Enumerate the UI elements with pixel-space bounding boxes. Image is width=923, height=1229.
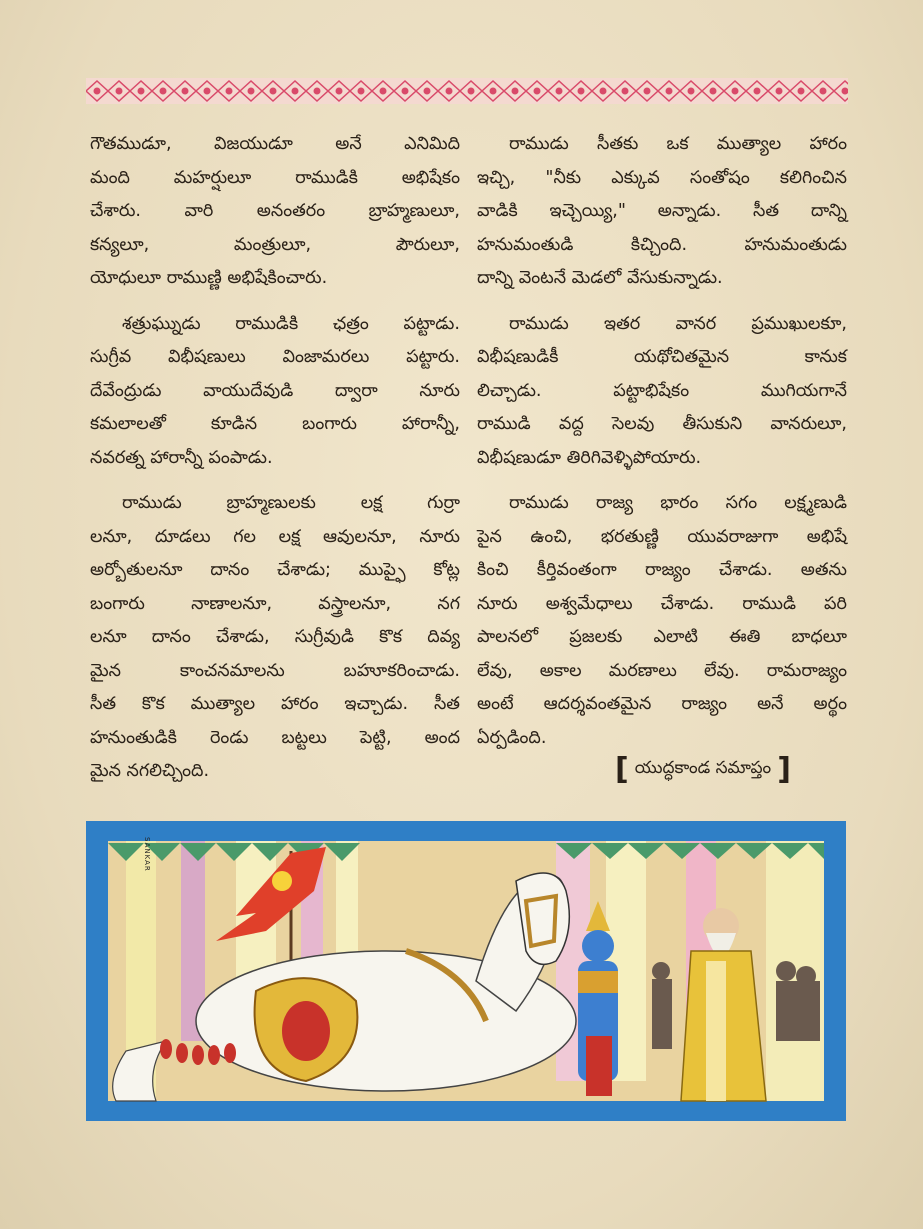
end-note-open-bracket: [ <box>615 752 629 787</box>
border-dot <box>556 88 563 95</box>
right_column-paragraph <box>477 128 847 296</box>
text-line: నవరత్న హారాన్నీ పంపాడు. <box>90 447 273 468</box>
text-line: విభీషణుడూ తిరిగివెళ్ళిపోయారు. <box>477 447 702 468</box>
text-line: లనూ దానం చేశాడు, సుగ్రీవుడి కొక దివ్య <box>90 627 460 647</box>
right_column-paragraph <box>477 308 847 476</box>
border-dot <box>160 88 167 95</box>
text-line: యోధులూ రాముణ్ణి అభిషేకించారు. <box>90 268 328 288</box>
text-line: ఇచ్చి, "నీకు ఎక్కువ సంతోషం కలిగించిన <box>477 167 847 188</box>
border-dot <box>490 88 497 95</box>
text-line: మైన కాంచనమాలను బహూకరించాడు. <box>90 660 460 681</box>
text-line: సీత కొక ముత్యాల హారం ఇచ్చాడు. సీత <box>90 694 460 714</box>
text-line: వాడికి ఇచ్చెయ్యి," అన్నాడు. సీత దాన్ని <box>477 201 847 221</box>
text-line: హనుమంతుడి కిచ్చింది. హనుమంతుడు <box>477 234 847 255</box>
end-note-text: యుద్ధకాండ సమాప్తం <box>634 757 772 778</box>
text-line: చేశారు. వారి అనంతరం బ్రాహ్మణులూ, <box>90 201 460 221</box>
text-line: మంది మహర్షులూ రాముడికి అభిషేకం <box>90 167 460 188</box>
text-line: సుగ్రీవ విభీషణులు వింజామరలు పట్టారు. <box>90 347 460 367</box>
text-line: రాముడు ఇతర వానర ప్రముఖులకూ, <box>509 313 847 334</box>
border-dot <box>314 88 321 95</box>
text-line: రాముడి వద్ద సెలవు తీసుకుని వానరులూ, <box>477 414 847 434</box>
decorative-border <box>86 78 848 104</box>
text-line: రాముడు రాజ్య భారం సగం లక్ష్మణుడి <box>509 493 847 513</box>
border-dot <box>666 88 673 95</box>
end-note-close-bracket: ] <box>777 752 791 787</box>
text-line: పాలనలో ప్రజలకు ఎలాటి ఈతి బాధలూ <box>477 627 847 647</box>
border-dot <box>754 88 761 95</box>
border-dot <box>116 88 123 95</box>
border-dot <box>688 88 695 95</box>
border-dot <box>424 88 431 95</box>
border-dot <box>534 88 541 95</box>
text-line: కన్యలూ, మంత్రులూ, పౌరులూ, <box>90 234 460 255</box>
border-dot <box>578 88 585 95</box>
border-dot <box>204 88 211 95</box>
border-dot <box>820 88 827 95</box>
text-line: రాముడు సీతకు ఒక ముత్యాల హారం <box>509 134 847 154</box>
right_column-paragraph <box>477 487 847 755</box>
text-line: లిచ్చాడు. పట్టాభిషేకం ముగియగానే <box>477 380 847 401</box>
text-line: లనూ, దూడలు గల లక్ష ఆవులనూ, నూరు <box>90 526 460 547</box>
border-dot <box>622 88 629 95</box>
text-line: బంగారు నాణాలనూ, వస్త్రాలనూ, నగ <box>90 593 460 614</box>
chapter-end-note <box>615 752 791 787</box>
right-column <box>477 128 847 767</box>
left_column-paragraph <box>90 128 460 296</box>
text-line: హనుంతుడికి రెండు బట్టలు పెట్టి, అంద <box>90 727 460 748</box>
text-line: విభీషణుడికీ యథోచితమైన కానుక <box>477 347 847 367</box>
border-dot <box>644 88 651 95</box>
border-dot <box>336 88 343 95</box>
text-line: పైన ఉంచి, భరతుణ్ణి యువరాజుగా అభిషే <box>477 526 847 547</box>
left_column-paragraph <box>90 487 460 789</box>
text-line: రాముడు బ్రాహ్మణులకు లక్ష గుర్రా <box>122 493 460 513</box>
left-column <box>90 128 460 801</box>
border-dot <box>182 88 189 95</box>
border-dot <box>358 88 365 95</box>
border-pattern <box>86 78 848 104</box>
text-line: కమలాలతో కూడిన బంగారు హారాన్నీ, <box>90 414 460 434</box>
border-dot <box>842 88 849 95</box>
text-line: దేవేంద్రుడు వాయుదేవుడి ద్వారా నూరు <box>90 380 460 401</box>
border-dot <box>402 88 409 95</box>
border-dot <box>512 88 519 95</box>
artist-signature: SANKAR <box>143 837 151 872</box>
border-dot <box>270 88 277 95</box>
border-dot <box>138 88 145 95</box>
border-dot <box>710 88 717 95</box>
text-line: మైన నగలిచ్చింది. <box>90 761 210 781</box>
border-dot <box>292 88 299 95</box>
left_column-paragraph <box>90 308 460 476</box>
border-dot <box>776 88 783 95</box>
border-dot <box>446 88 453 95</box>
text-line: అంటే ఆదర్శవంతమైన రాజ్యం అనే అర్థం <box>477 694 847 714</box>
illustration-art <box>86 821 846 1121</box>
border-dot <box>226 88 233 95</box>
text-line: నూరు అశ్వమేధాలు చేశాడు. రాముడి పరి <box>477 593 847 614</box>
text-line: లేవు, అకాల మరణాలు లేవు. రామరాజ్యం <box>477 660 847 681</box>
border-dot <box>732 88 739 95</box>
text-line: కించి కీర్తివంతంగా రాజ్యం చేశాడు. అతను <box>477 560 847 580</box>
text-line: ఏర్పడింది. <box>477 727 547 748</box>
border-dot <box>600 88 607 95</box>
border-dot <box>94 88 101 95</box>
text-line: శత్రుఘ్నుడు రాముడికి ఛత్రం పట్టాడు. <box>122 313 460 334</box>
coronation-illustration <box>86 821 846 1121</box>
border-dot <box>248 88 255 95</box>
border-dot <box>380 88 387 95</box>
text-line: అర్బోతులనూ దానం చేశాడు; ముప్ఫై కోట్ల <box>90 560 460 580</box>
border-dot <box>468 88 475 95</box>
text-line: దాన్ని వెంటనే మెడలో వేసుకున్నాడు. <box>477 268 723 288</box>
text-line: గౌతముడూ, విజయుడూ అనే ఎనిమిది <box>90 134 460 154</box>
border-dot <box>798 88 805 95</box>
